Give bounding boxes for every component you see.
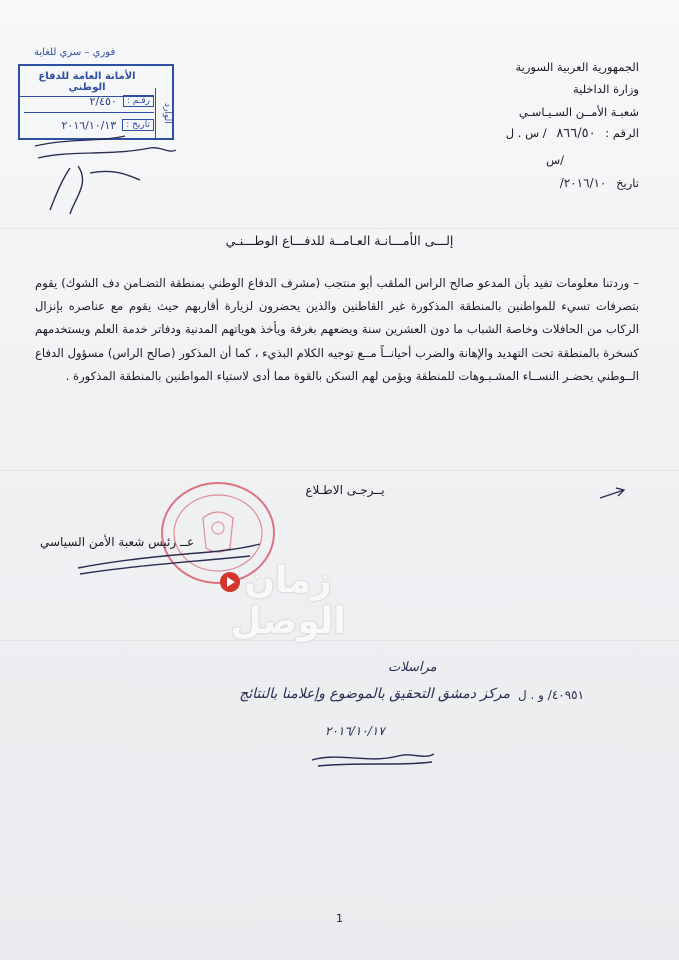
- reference-label: الرقم :: [605, 126, 639, 140]
- classification-stamp: فوري – سري للغاية: [34, 47, 116, 58]
- stamp-title: الأمانة العامة للدفاع الوطني: [20, 71, 154, 97]
- addressee-line: إلـــى الأمـــانـة العـامــة للدفـــاع الوطـــنـي: [225, 233, 454, 248]
- header-ministry: وزارة الداخلية: [572, 82, 639, 96]
- handwritten-scribble: [30, 128, 180, 218]
- stamp-side-label: الوارد: [155, 88, 172, 138]
- stamp-date-label: تاريخ :: [122, 119, 154, 131]
- arrow-mark: [598, 486, 628, 502]
- stamp-date-value: ٢٠١٦/١٠/١٣: [61, 118, 117, 132]
- watermark: [188, 560, 388, 642]
- watermark-text: زمان الوصل: [230, 560, 346, 642]
- page-number: 1: [336, 912, 343, 925]
- header-reference: [506, 126, 639, 141]
- reference-sub: /س: [546, 153, 564, 167]
- reference-suffix: / س . ل: [505, 126, 547, 140]
- header-branch: شعبـة الأمــن السـيـاسـي: [518, 105, 639, 119]
- header-country: الجمهورية العربية السورية: [515, 60, 639, 74]
- handwritten-date: ٢٠١٦/١٠/١٧: [325, 724, 385, 738]
- play-icon: [220, 572, 240, 592]
- paper-fold-line: [0, 228, 679, 229]
- date-value: ٢٠١٦/١٠/: [559, 176, 607, 190]
- handwritten-signature: [308, 742, 438, 772]
- stamp-number-row: [24, 90, 154, 113]
- handwritten-ref: ٤٠٩٥١/ و . ل: [518, 688, 585, 702]
- reference-number: ٨٦٦/٥٠: [556, 126, 596, 141]
- handwritten-correspondence: مراسلات: [388, 660, 437, 675]
- stamp-number-label: رقـم :: [123, 95, 154, 107]
- request-line: يــرجـى الاطـلاع: [305, 483, 385, 497]
- header-date: [560, 176, 639, 190]
- stamp-number-value: ٢/٤٥٠: [89, 94, 117, 108]
- date-label: تاريخ: [616, 176, 639, 190]
- handwritten-instruction: مركز دمشق التحقيق بالموضوع وإعلامنا بالنتائج: [239, 686, 510, 702]
- paper-fold-line: [0, 470, 679, 471]
- letter-body: – وردتنا معلومات تفيد بأن المدعو صالح الراس الملقب أبو منتجب (مشرف الدفاع الوطني بمنطقة التضـامن دف الشوك) يقوم بتصرفات تسيء للمواطنين بالمنطقة المذكورة غير القاطنين والذين يحضرون لزيارة أقاربهم حيث يقوم مع عناصره بإنزال الركاب من الحافلات وخاصة الشباب ما دون العشرين سنة ويضعهم بغرفة ويأخذ هوياتهم المدنية ودفاتر خدمة العلم ويستخدمهم كسخرة بالمنطقة تحت التهديد والإهانة والضرب أحيانــاً مــع توجيه الكلام البذيء ، كما أن المذكور (صالح الراس) مسؤول الدفاع الــوطني يحضـر النســاء المشـبـوهات للمنطقة ويؤمن لهم السكن بالقوة مما أدى لاستياء المواطنين بالمنطقة المذكورة .: [35, 276, 639, 383]
- signatory: عــ رئيس شعبة الأمن السياسي: [40, 535, 195, 549]
